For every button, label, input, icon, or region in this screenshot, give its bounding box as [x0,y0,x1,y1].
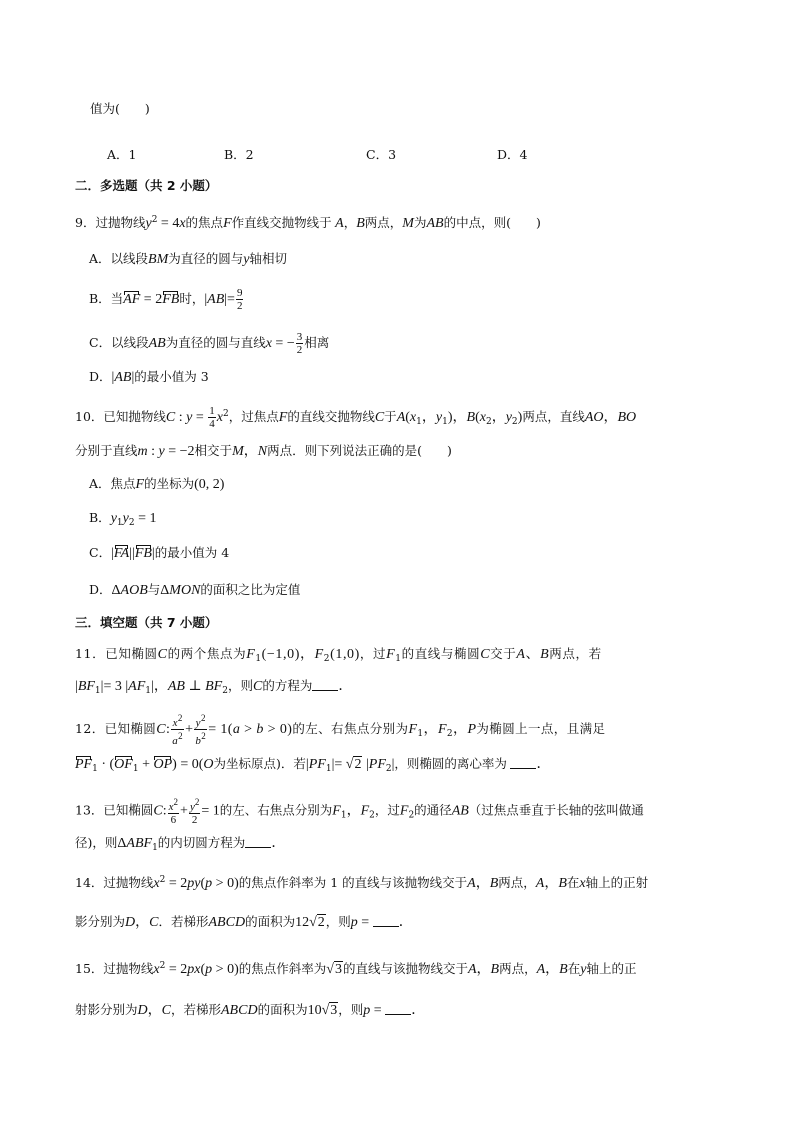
q10-option-b: B．$y_1y_2 = 1$ [89,510,157,528]
q8-option-d: D．4 [497,147,528,162]
question-13-stem: 13．已知椭圆C: $\frac{x^2}{6}$ + $\frac{y^2}{2}$ = 1的左、右焦点分别为$F_1$，$F_2$，过$F_2$的通径AB（过焦点垂直于长轴的弦叫做通 [75,797,644,826]
section-heading-fill-in: 三．填空题（共 7 小题） [75,615,218,630]
question-12-stem: 12．已知椭圆C: $\frac{x^2}{a^2}$ + $\frac{y^2}{b^2}$ = 1(a > b > 0)的左、右焦点分别为$F_1$，$F_2$，P为椭圆上一点，且满足 [75,713,606,747]
q8-option-a: A．1 [107,147,137,162]
question-10-stem: 10．已知抛物线C : y = $\frac{1}{4}$ $x^2$，过焦点F的直线交抛物线C于$A(x_1$，$y_1$)，$B(x_2$，$y_2$)两点，直线AO，BO [75,405,637,430]
question-13-stem-line2: 径)，则$\Delta ABF_1$的内切圆方程为 ． [75,835,286,853]
q8-option-b: B．2 [224,147,254,162]
q9-option-a: A．以线段BM为直径的圆与y轴相切 [89,251,287,267]
q10-option-c: C．|FA||FB|的最小值为 4 [89,545,230,561]
question-14-stem-line2: 影分别为D，C．若梯形ABCD的面积为12√2，则p = ． [75,914,413,930]
q10-option-d: D．ΔAOB与ΔMON的面积之比为定值 [89,582,301,598]
question-12-stem-line2: $PF_1 \cdot (OF_1 + OP) = 0(O$为坐标原点)．若$|PF_1|= √2$ $|PF_2|$，则椭圆的离心率为 ． [75,756,551,774]
q9-option-c: C．以线段AB为直径的圆与直线x = − $\frac{3}{2}$ 相离 [89,331,330,356]
question-15-stem-line2: 射影分别为D，C，若梯形ABCD的面积为10√3，则p = ． [75,1002,426,1018]
q9-option-d: D．|AB|的最小值为 3 [89,369,209,385]
section-heading-multiple-choice: 二．多选题（共 2 小题） [75,178,218,193]
question-14-stem: 14．过抛物线$x^2 = 2py(p > 0)$的焦点作斜率为 1 的直线与该抛物线交于A，B两点，A，B在x轴上的正射 [75,875,649,891]
question-15-stem: 15．过抛物线$x^2 = 2px(p > 0)$的焦点作斜率为√3的直线与该抛物线交于A，B两点，A，B在y轴上的正 [75,961,637,977]
question-11-stem: 11．已知椭圆C的两个焦点为$F_1(-1,0)$，$F_2(1,0)$，过$F_1$的直线与椭圆C交于A、B两点，若 [75,646,602,664]
q8-option-c: C．3 [366,147,397,162]
q9-option-b: B．当AF = 2FB时，|AB|= $\frac{9}{2}$ [89,287,243,312]
q10-option-a: A．焦点F的坐标为(0, 2) [89,476,225,492]
question-11-stem-line2: $|BF_1|= 3$ $|AF_1|$，AB ⊥ $BF_2$，则C的方程为 ． [75,678,353,696]
question-8-stem-tail: 值为( ) [90,101,150,116]
question-10-stem-line2: 分别于直线m : y = −2相交于M，N两点．则下列说法正确的是( ) [75,443,452,459]
question-9-stem: 9．过抛物线$y^2 = 4x$的焦点F作直线交抛物线于 A，B两点，M为AB的中点，则( ) [75,215,541,231]
